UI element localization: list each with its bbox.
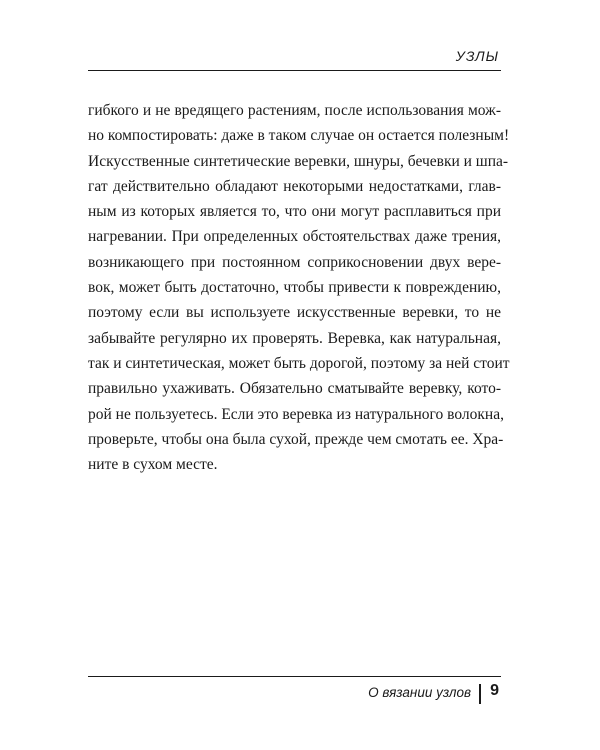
text-line: Искусственные синтетические веревки, шнуры, бечевки и шпа- bbox=[88, 152, 509, 170]
text-line: так и синтетическая, может быть дорогой, поэтому за ней стоит bbox=[88, 354, 510, 372]
text-line: гибкого и не вредящего растениям, после использования мож- bbox=[88, 102, 501, 119]
footer-separator bbox=[479, 684, 481, 704]
running-title: УЗЛЫ bbox=[455, 48, 499, 64]
text-line: забывайте регулярно их проверять. Веревка, как натуральная, bbox=[88, 329, 501, 347]
body-paragraph bbox=[88, 98, 510, 477]
text-line: ным из которых является то, что они могут расплавиться при bbox=[88, 203, 501, 221]
text-line: нагревании. При определенных обстоятельствах даже трения, bbox=[88, 228, 501, 246]
running-footer bbox=[88, 676, 501, 707]
text-line: возникающего при постоянном соприкосновении двух вере- bbox=[88, 253, 501, 271]
text-line: но компостировать: даже в таком случае он остается полезным! bbox=[88, 127, 510, 145]
text-line: рой не пользуетесь. Если это веревка из натурального волокна, bbox=[88, 405, 504, 423]
text-line: вок, может быть достаточно, чтобы привести к повреждению, bbox=[88, 279, 501, 297]
text-line: проверьте, чтобы она была сухой, прежде чем смотать ее. Хра- bbox=[88, 430, 504, 448]
footer-section-title: О вязании узлов bbox=[368, 685, 471, 700]
text-line: поэтому если вы используете искусственные веревки, то не bbox=[88, 304, 501, 322]
running-header bbox=[88, 46, 501, 71]
page-number: 9 bbox=[490, 682, 499, 699]
text-line: гат действительно обладают некоторыми недостатками, глав- bbox=[88, 177, 501, 195]
text-line: правильно ухаживать. Обязательно сматывайте веревку, кото- bbox=[88, 380, 501, 398]
text-line: ните в сухом месте. bbox=[88, 456, 218, 474]
